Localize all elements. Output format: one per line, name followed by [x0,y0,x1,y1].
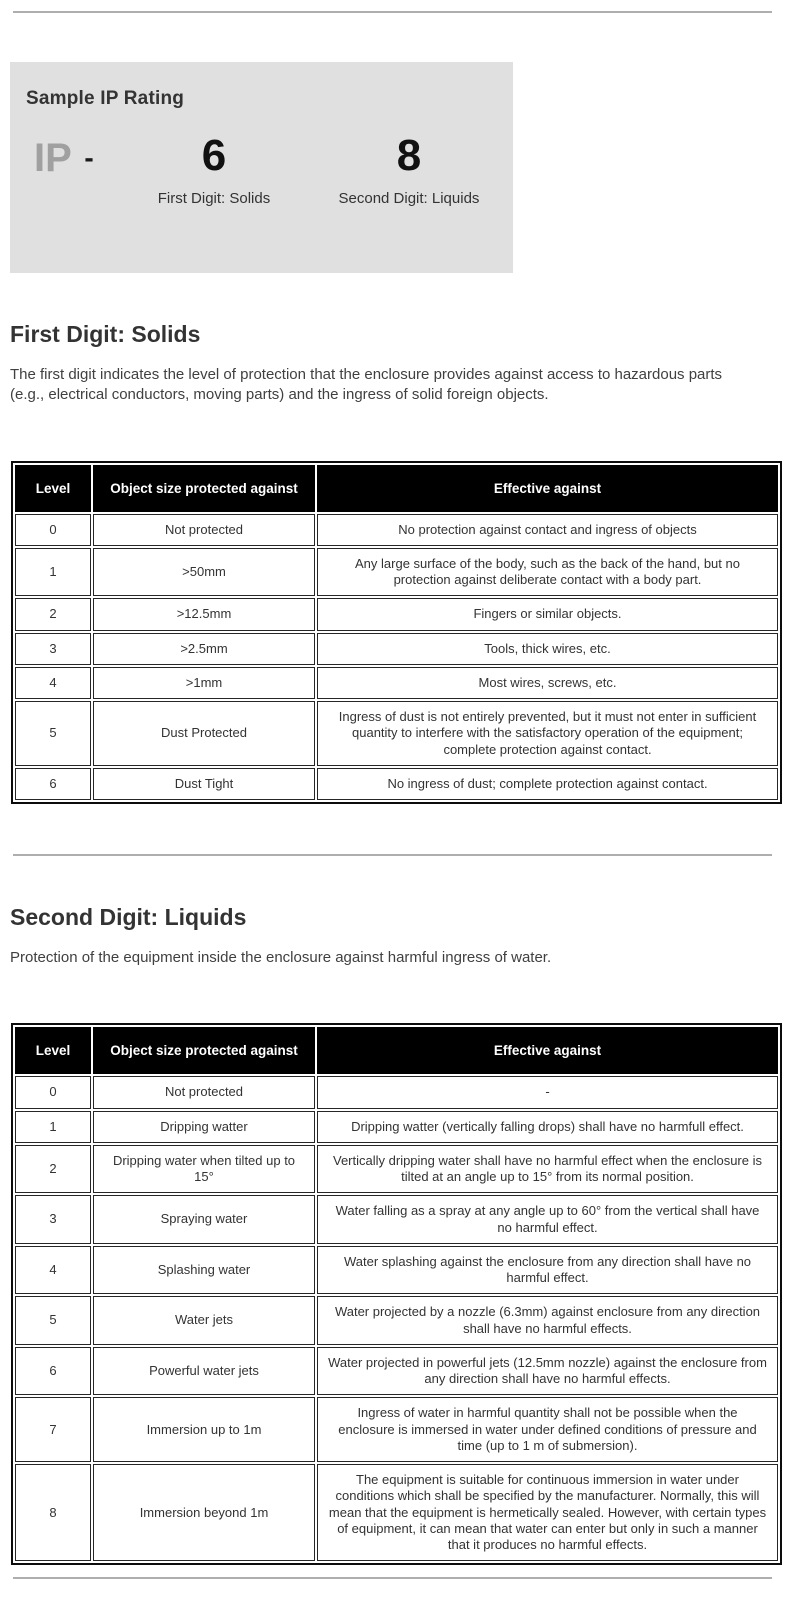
table-row [15,514,778,546]
column-header-effective-against: Effective against [317,1027,778,1074]
table-cell: Water falling as a spray at any angle up to 60° from the vertical shall have no harmful effect. [317,1195,778,1244]
table-cell: Water splashing against the enclosure from any direction shall have no harmful effect. [317,1246,778,1295]
second-digit-column [305,132,513,207]
table-cell: 0 [15,514,91,546]
table-row [15,1296,778,1345]
solids-table-header-row [15,465,778,512]
table-cell: 4 [15,1246,91,1295]
table-cell: Dripping water when tilted up to 15° [93,1145,315,1194]
table-row [15,598,778,630]
table-cell: >2.5mm [93,633,315,665]
second-digit-label: Second Digit: Liquids [338,190,480,208]
table-row [15,667,778,699]
liquids-section-description: Protection of the equipment inside the enclosure against harmful ingress of water. [10,949,552,966]
table-row [15,548,778,597]
top-divider [13,11,772,13]
table-cell: Dripping watter [93,1111,315,1143]
liquids-table [11,1023,782,1565]
column-header-effective-against: Effective against [317,465,778,512]
table-cell: Ingress of water in harmful quantity shall not be possible when the enclosure is immersed in water under defined conditions of pressure and time (up to 1 m of submersion). [317,1397,778,1462]
table-cell: Splashing water [93,1246,315,1295]
table-row [15,1111,778,1143]
solids-section-heading: First Digit: Solids [10,321,201,347]
table-cell: Not protected [93,514,315,546]
table-cell: 1 [15,1111,91,1143]
table-cell: 5 [15,1296,91,1345]
ip-prefix: IP [34,136,72,180]
table-cell: >12.5mm [93,598,315,630]
table-cell: Most wires, screws, etc. [317,667,778,699]
table-cell: 7 [15,1397,91,1462]
first-digit-label: First Digit: Solids [157,190,271,208]
table-cell: Ingress of dust is not entirely prevented, but it must not enter in sufficient quantity to interfere with the satisfactory operation of the equipment; complete protection against contact. [317,701,778,766]
table-cell: >1mm [93,667,315,699]
table-cell: 6 [15,768,91,800]
bottom-divider [13,1577,772,1579]
table-cell: 3 [15,1195,91,1244]
table-cell: The equipment is suitable for continuous immersion in water under conditions which shall be specified by the manufacturer. Normally, this will mean that the equipment is hermetically sealed. However, with certain types of equipment, it can mean that water can enter but only in such a manner that it produces no harmful effects. [317,1464,778,1561]
column-header-object-size: Object size protected against [93,465,315,512]
liquids-section-heading: Second Digit: Liquids [10,904,247,930]
table-cell: Dust Tight [93,768,315,800]
table-cell: Spraying water [93,1195,315,1244]
first-digit-column [123,132,305,207]
table-cell: >50mm [93,548,315,597]
sample-ip-rating-box [10,62,513,273]
table-row [15,1464,778,1561]
table-cell: Fingers or similar objects. [317,598,778,630]
solids-table [11,461,782,805]
ip-separator: - [84,142,94,173]
table-cell: 0 [15,1076,91,1108]
table-row [15,1397,778,1462]
table-cell: 2 [15,1145,91,1194]
table-cell: 5 [15,701,91,766]
table-cell: Any large surface of the body, such as the back of the hand, but no protection against deliberate contact with a body part. [317,548,778,597]
table-row [15,1195,778,1244]
table-row [15,701,778,766]
first-digit-value: 6 [201,131,227,180]
table-cell: Water projected in powerful jets (12.5mm nozzle) against the enclosure from any direction shall have no harmful effects. [317,1347,778,1396]
table-cell: 8 [15,1464,91,1561]
table-cell: Tools, thick wires, etc. [317,633,778,665]
table-cell: Powerful water jets [93,1347,315,1396]
ip-rating-row [26,132,513,207]
table-cell: 4 [15,667,91,699]
sample-box-title: Sample IP Rating [26,88,185,109]
table-cell: Immersion beyond 1m [93,1464,315,1561]
solids-section-description: The first digit indicates the level of protection that the enclosure provides against access to hazardous parts (e.g., electrical conductors, moving parts) and the ingress of solid foreign objects. [10,366,723,404]
table-cell: No protection against contact and ingress of objects [317,514,778,546]
table-cell: Dripping watter (vertically falling drops) shall have no harmfull effect. [317,1111,778,1143]
table-cell: No ingress of dust; complete protection against contact. [317,768,778,800]
section-divider [13,854,772,856]
column-header-level: Level [15,1027,91,1074]
table-cell: 1 [15,548,91,597]
table-row [15,1145,778,1194]
table-cell: Water projected by a nozzle (6.3mm) against enclosure from any direction shall have no harmful effects. [317,1296,778,1345]
table-row [15,633,778,665]
table-cell: Not protected [93,1076,315,1108]
column-header-object-size: Object size protected against [93,1027,315,1074]
table-row [15,1347,778,1396]
table-cell: - [317,1076,778,1108]
table-cell: 2 [15,598,91,630]
table-row [15,768,778,800]
table-cell: Immersion up to 1m [93,1397,315,1462]
table-cell: Vertically dripping water shall have no harmful effect when the enclosure is tilted at an angle up to 15° from its normal position. [317,1145,778,1194]
table-cell: 3 [15,633,91,665]
liquids-table-header-row [15,1027,778,1074]
table-cell: Dust Protected [93,701,315,766]
table-cell: Water jets [93,1296,315,1345]
table-cell: 6 [15,1347,91,1396]
second-digit-value: 8 [396,131,422,180]
table-row [15,1076,778,1108]
table-row [15,1246,778,1295]
column-header-level: Level [15,465,91,512]
